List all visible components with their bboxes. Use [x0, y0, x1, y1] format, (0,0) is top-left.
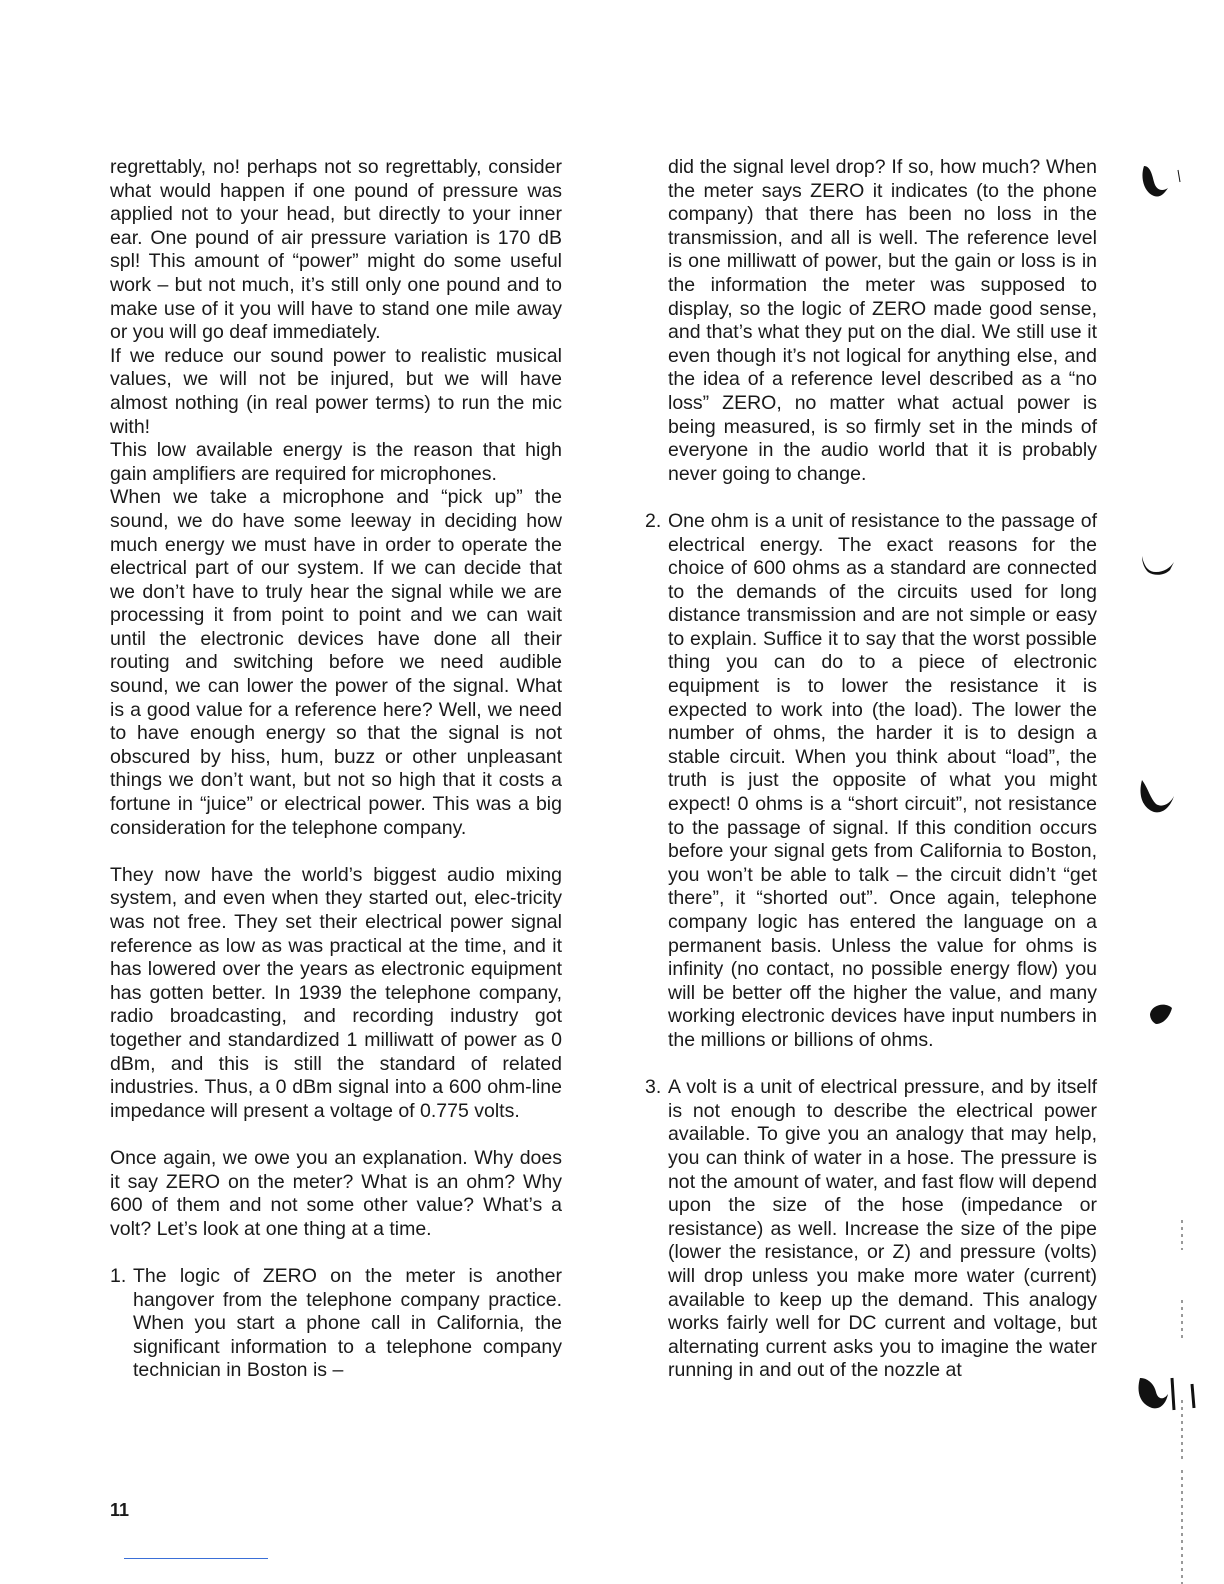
list-item-text: did the signal level drop? If so, how much? When the meter says ZERO it indicates (to the phone company) that there has been no loss in the transmission, and all is well. The reference level is one milliwatt of power, but the gain or loss is in the information the meter was supposed to display, so the logic of ZERO made good sense, and that’s what they put on the dial. We still use it even though it’s not logical for anything else, and the idea of a reference level described as a “no loss” ZERO, no matter what actual power is being measured, is so firmly set in the minds of everyone in the audio world that it is probably never going to change.	[668, 156, 1097, 485]
paragraph: regrettably, no! perhaps not so regrettably, consider what would happen if one pound of pressure was applied not to your head, but directly to your inner ear. One pound of air pressure variation is 170 dB spl! This amount of “power” might do some useful work – but not much, it’s still only one pound and to make use of it you will have to stand one mile away or you will go deaf immediately.	[110, 156, 562, 344]
list-item	[645, 510, 1097, 1053]
right-column	[645, 156, 1097, 1383]
margin-scan-line	[1176, 1220, 1188, 1584]
paragraph: If we reduce our sound power to realistic musical values, we will not be injured, but we will have almost nothing (in real power terms) to run the mic with!	[110, 344, 562, 438]
footer-rule	[124, 1558, 268, 1559]
list-item-text: One ohm is a unit of resistance to the passage of electrical energy. The exact reasons for the choice of 600 ohms as a standard are connected to the demands of the circuits used for long distance transmission and are not simple or easy to explain. Suffice it to say that the worst possible thing you can do to a piece of electronic equipment is to lower the resistance it is expected to work into (the load). The lower the number of ohms, the harder it is to design a stable circuit. When you think about “load”, the truth is just the opposite of what you might expect! 0 ohms is a “short circuit”, not resistance to the passage of signal. If this condition occurs before your signal gets from California to Boston, you won’t be able to talk – the circuit didn’t “get there”, it “shorted out”. Once again, telephone company logic has entered the language on a permanent basis. Unless the value for ohms is infinity (no contact, no possible energy flow) you will be better off the higher the value, and many working electronic devices have input numbers in the millions or billions of ohms.	[668, 509, 1097, 1051]
list-item	[645, 1076, 1097, 1383]
list-number: 2.	[645, 509, 662, 532]
list-number: 3.	[645, 1076, 662, 1099]
list-number: 1.	[110, 1264, 127, 1287]
binding-hole-mark-icon	[1140, 552, 1184, 580]
paragraph: They now have the world’s biggest audio mixing system, and even when they started out, elec-tricity was not free. They set their electrical power signal reference as low as was practical at the time, and it has lowered over the years as electronic equipment has gotten better. In 1939 the telephone company, radio broadcasting, and recording industry got together and standardized 1 milliwatt of power as 0 dBm, and this is still the standard of related industries. Thus, a 0 dBm signal into a 600 ohm-line impedance will present a voltage of 0.775 volts.	[110, 863, 562, 1122]
list-item-continuation	[645, 156, 1097, 486]
page-number: 11	[110, 1500, 130, 1520]
list-item-text: A volt is a unit of electrical pressure, and by itself is not enough to describe the electrical power available. To give you an analogy that may help, you can think of water in a hose. The pressure is not the amount of water, and fast flow will depend upon the size of the hose (impedance or resistance) as well. Increase the size of the pipe (lower the resistance, or Z) and pressure (volts) will drop unless you make more water (current) available to keep up the demand. This analogy works fairly well for DC current and voltage, but alternating current asks you to imagine the water running in and out of the nozzle at	[668, 1076, 1097, 1382]
binding-hole-mark-icon	[1138, 160, 1186, 204]
list-item-text: The logic of ZERO on the meter is another hangover from the telephone company practice. When you start a phone call in California, the significant information to a telephone company technician in Boston is –	[133, 1264, 562, 1382]
paragraph: This low available energy is the reason that high gain amplifiers are required for microphones.	[110, 439, 562, 485]
binding-hole-mark-icon	[1136, 776, 1184, 820]
paragraph: Once again, we owe you an explanation. Why does it say ZERO on the meter? What is an ohm? Why 600 of them and not some other value? What’s a volt? Let’s look at one thing at a time.	[110, 1146, 562, 1240]
paragraph: When we take a microphone and “pick up” the sound, we do have some leeway in deciding how much energy we must have in order to operate the electrical part of our system. If we can decide that we don’t have to truly hear the signal while we are processing it from point to point and we can wait until the electronic devices have done all their routing and switching before we need audible sound, we can lower the power of the signal. What is a good value for a reference here? Well, we need to have enough energy so that the signal is not obscured by hiss, hum, buzz or other unpleasant things we don’t want, but not so high that it costs a fortune in “juice” or electrical power. This was a big consideration for the telephone company.	[110, 486, 562, 839]
binding-hole-mark-icon	[1134, 1374, 1200, 1414]
list-item	[110, 1265, 562, 1383]
binding-hole-mark-icon	[1146, 1000, 1178, 1028]
left-column	[110, 156, 562, 1383]
